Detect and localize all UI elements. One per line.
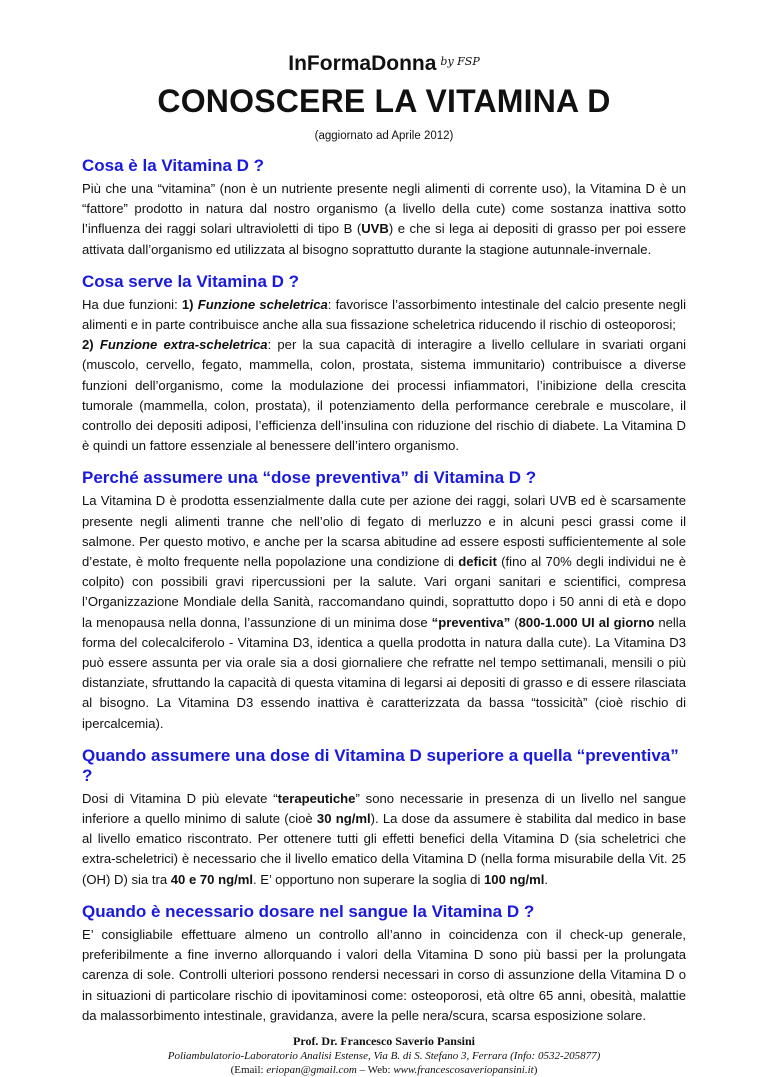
- text-run: ). La dose da assumere è stabilita dal medico in base al livello ematico riscontrato. Per ottenere tutti gli effetti benefici della Vitamina D (sia scheletrici che extra-scheletrici) è necessario che il livello ematico della Vitamina D (nella forma misurabile della Vit. 25 (OH) D) sia tra: [82, 811, 686, 887]
- section-paragraph-purpose-1: [82, 295, 686, 335]
- text-run: Dosi di Vitamina D più elevate “: [82, 790, 278, 806]
- bold-run: UVB: [361, 221, 389, 237]
- text-run: ” sono necessarie in presenza di un livello nel sangue inferiore a quello minimo di salute (cioè: [82, 790, 686, 827]
- text-run: : per la sua capacità di interagire a livello cellulare in svariati organi (muscolo, cervello, fegato, mammella, colon, prostata, sistema immunitario) contribuisce a diverse funzioni dell’organismo, come la modulazione dei processi infiammatori, l’inibizione della crescita tumorale (mammella, colon, prostata), il potenziamento della performance cerebrale e muscolare, il controllo dei depositi adiposi, l’efficienza dell’insulina con riduzione del rischio di diabete. La Vitamina D è quindi un fattore essenziale al benessere dell’intero organismo.: [82, 337, 687, 454]
- brand-signature: by FSP: [440, 55, 480, 68]
- update-date: (aggiornato ad Aprile 2012): [314, 130, 454, 142]
- bold-run: 40 e 70 ng/ml: [170, 871, 253, 887]
- email-link[interactable]: eriopan@gmail.com: [266, 1063, 357, 1076]
- function-name: Funzione scheletrica: [197, 296, 328, 312]
- section-paragraph-testing: E’ consigliabile effettuare almeno un controllo all’anno in coincidenza con il check-up generale, preferibilmente a fine inverno allorquando i valori della Vitamina D sono più bassi per la prolungata carenza di sole. Controlli ulteriori possono rendersi necessari in corso di assunzione della Vitamina D o in situazioni di particolare rischio di ipovitaminosi come: osteoporosi, età oltre 65 anni, obesità, malattie da malassorbimento intestinale, gravidanza, avere la pelle nera/scura, scarsa esposizione solare.: [82, 926, 686, 1023]
- page-title: CONOSCERE LA VITAMINA D: [157, 83, 611, 119]
- section-paragraph-purpose-2: [82, 335, 686, 456]
- text-run: (fino al 70% degli individui ne è colpito) con possibili gravi ripercussioni per la salute. Vari organi sanitari e scientifici, compresa l’Organizzazione Mondiale della Sanità, raccomandano quindi, soprattutto dopo i 50 anni di età e dopo la menopausa nella donna, l’assunzione di un minima dose: [82, 554, 686, 630]
- section-paragraph-preventive: [82, 491, 686, 733]
- author-name: Prof. Dr. Francesco Saverio Pansini: [293, 1033, 475, 1048]
- website-link[interactable]: www.francescosaveriopansini.it: [393, 1063, 534, 1076]
- bold-run: 100 ng/ml: [484, 871, 545, 887]
- section-heading-what: Cosa è la Vitamina D ?: [82, 156, 265, 175]
- section-heading-testing: Quando è necessario dosare nel sangue la Vitamina D ?: [82, 901, 535, 921]
- text-run: .: [544, 871, 549, 887]
- text-run: : favorisce l’assorbimento intestinale del calcio presente negli alimenti e in parte contribuisce anche alla sua fissazione scheletrica riducendo il rischio di osteoporosi;: [82, 296, 686, 333]
- text-run: ) e che si lega ai depositi di grasso per poi essere attivata dall’organismo ed utilizzata al bisogno soprattutto durante la stagione autunnale-invernale.: [82, 221, 686, 257]
- text-run: Ha due funzioni:: [82, 296, 182, 312]
- section-paragraph-what: [82, 179, 686, 260]
- bold-run: 800-1.000 UI al giorno: [518, 614, 655, 630]
- bold-run: deficit: [458, 554, 497, 570]
- text-run: (: [510, 614, 519, 630]
- contact-close: ): [533, 1063, 538, 1076]
- section-heading-higher-dose: Quando assumere una dose di Vitamina D superiore a quella “preventiva” ?: [82, 745, 679, 785]
- brand-header: [82, 50, 686, 74]
- lab-address: Poliambulatorio-Laboratorio Analisi Estense, Via B. di S. Stefano 3, Ferrara (Info: 0532-205877): [167, 1049, 601, 1062]
- bold-run: 30 ng/ml: [316, 811, 371, 827]
- text-run: . E’ opportuno non superare la soglia di: [253, 871, 484, 887]
- function-name: Funzione extra-scheletrica: [99, 337, 268, 353]
- brand-name: InFormaDonna: [288, 52, 437, 75]
- text-run: nella forma del colecalciferolo - Vitamina D3, identica a quella prodotta in natura dalla cute). La Vitamina D3 può essere assunta per via orale sia a dosi giornaliere che refratte nel tempo settimanali, mensili o più distanziate, sfruttando la capacità di questa vitamina di legarsi ai depositi di grasso e di essere rilasciata al bisogno. La Vitamina D3 essendo inattiva è caratterizzata da bassa “tossicità” (cioè rischio di ipercalcemia).: [82, 614, 686, 731]
- section-paragraph-higher-dose: [82, 789, 686, 890]
- contact-line: [82, 1063, 686, 1077]
- bold-run: terapeutiche: [277, 790, 356, 806]
- document-footer: [82, 1034, 686, 1077]
- text-run: La Vitamina D è prodotta essenzialmente dalla cute per azione dei raggi, solari UVB ed è scarsamente presente negli alimenti tranne che nell’olio di fegato di merluzzo e in alcuni pesci grassi come il salmone. Per questo motivo, e anche per la scarsa abitudine ad essere esposti sufficientemente al sole d’estate, è molto frequente nella popolazione una condizione di: [82, 493, 686, 570]
- bold-run: 2): [82, 337, 100, 353]
- section-heading-preventive: Perché assumere una “dose preventiva” di Vitamina D ?: [82, 468, 537, 488]
- bold-run: “preventiva”: [431, 614, 511, 630]
- text-run: Più che una “vitamina” (non è un nutriente presente negli alimenti di corrente uso), la Vitamina D è un “fattore” prodotto in natura dal nostro organismo (a livello della cute) come sostanza inattiva sotto l’influenza dei raggi solari ultravioletti di tipo B (: [82, 181, 686, 237]
- web-label: – Web:: [356, 1063, 394, 1076]
- email-label: (Email:: [230, 1063, 267, 1076]
- section-heading-purpose: Cosa serve la Vitamina D ?: [82, 271, 300, 291]
- bold-run: 1): [181, 296, 198, 312]
